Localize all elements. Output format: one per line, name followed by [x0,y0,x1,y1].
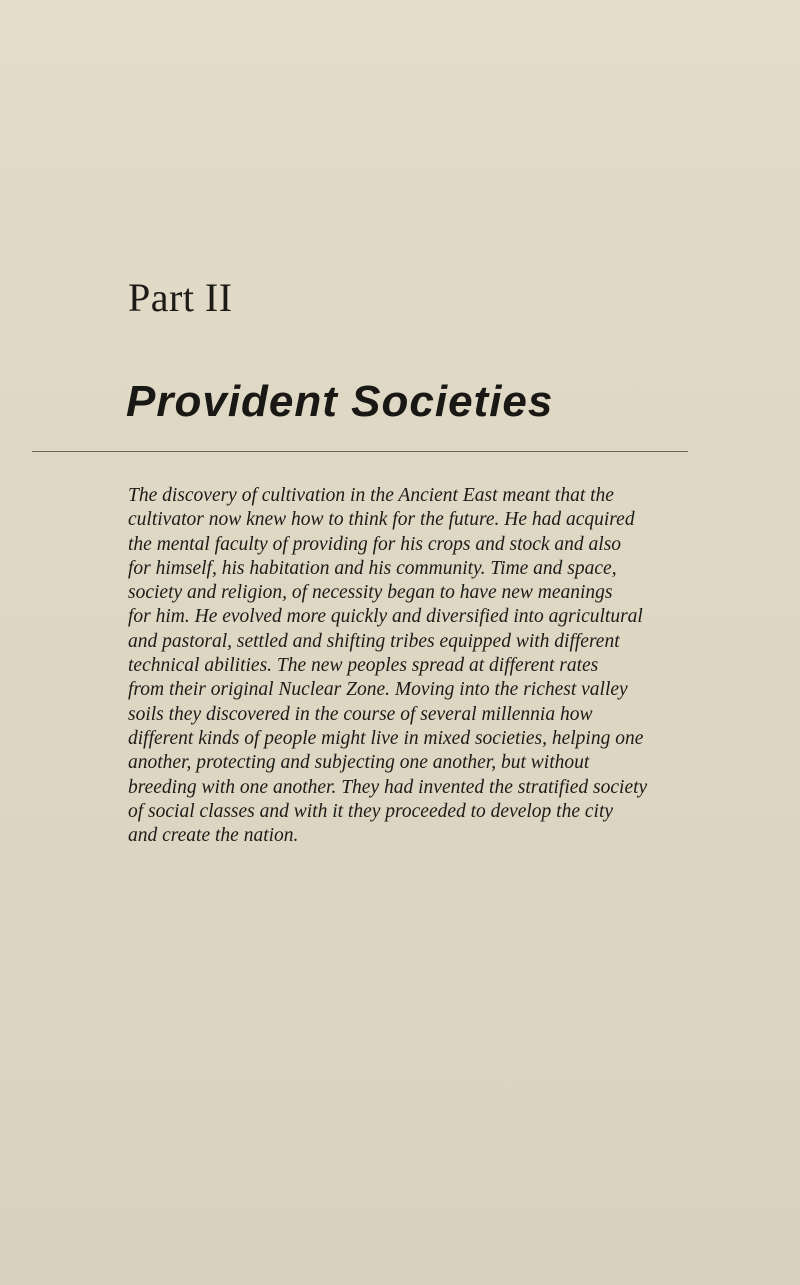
intro-line: society and religion, of necessity began to have new meanings [128,582,613,604]
part-label: Part II [128,275,233,320]
intro-line: cultivator now knew how to think for the future. He had acquired [128,509,635,531]
intro-line: from their original Nuclear Zone. Moving into the richest valley [128,679,628,701]
intro-line: technical abilities. The new peoples spread at different rates [128,655,599,677]
intro-line: different kinds of people might live in mixed societies, helping one [128,727,644,749]
intro-line: The discovery of cultivation in the Ancient East meant that the [128,485,614,506]
intro-paragraph [128,484,718,848]
intro-line: for him. He evolved more quickly and diversified into agricultural [128,606,643,628]
chapter-title: Provident Societies [126,377,554,426]
intro-line: for himself, his habitation and his community. Time and space, [128,557,617,579]
intro-line: another, protecting and subjecting one another, but without [128,752,590,774]
intro-line: breeding with one another. They had invented the stratified society [128,776,648,798]
intro-line: and pastoral, settled and shifting tribes equipped with different [128,630,620,652]
title-divider [32,451,688,452]
intro-line: the mental faculty of providing for his crops and stock and also [128,533,622,555]
intro-line: and create the nation. [128,825,299,847]
intro-line: of social classes and with it they proceeded to develop the city [128,800,614,822]
intro-line: soils they discovered in the course of several millennia how [128,703,593,725]
